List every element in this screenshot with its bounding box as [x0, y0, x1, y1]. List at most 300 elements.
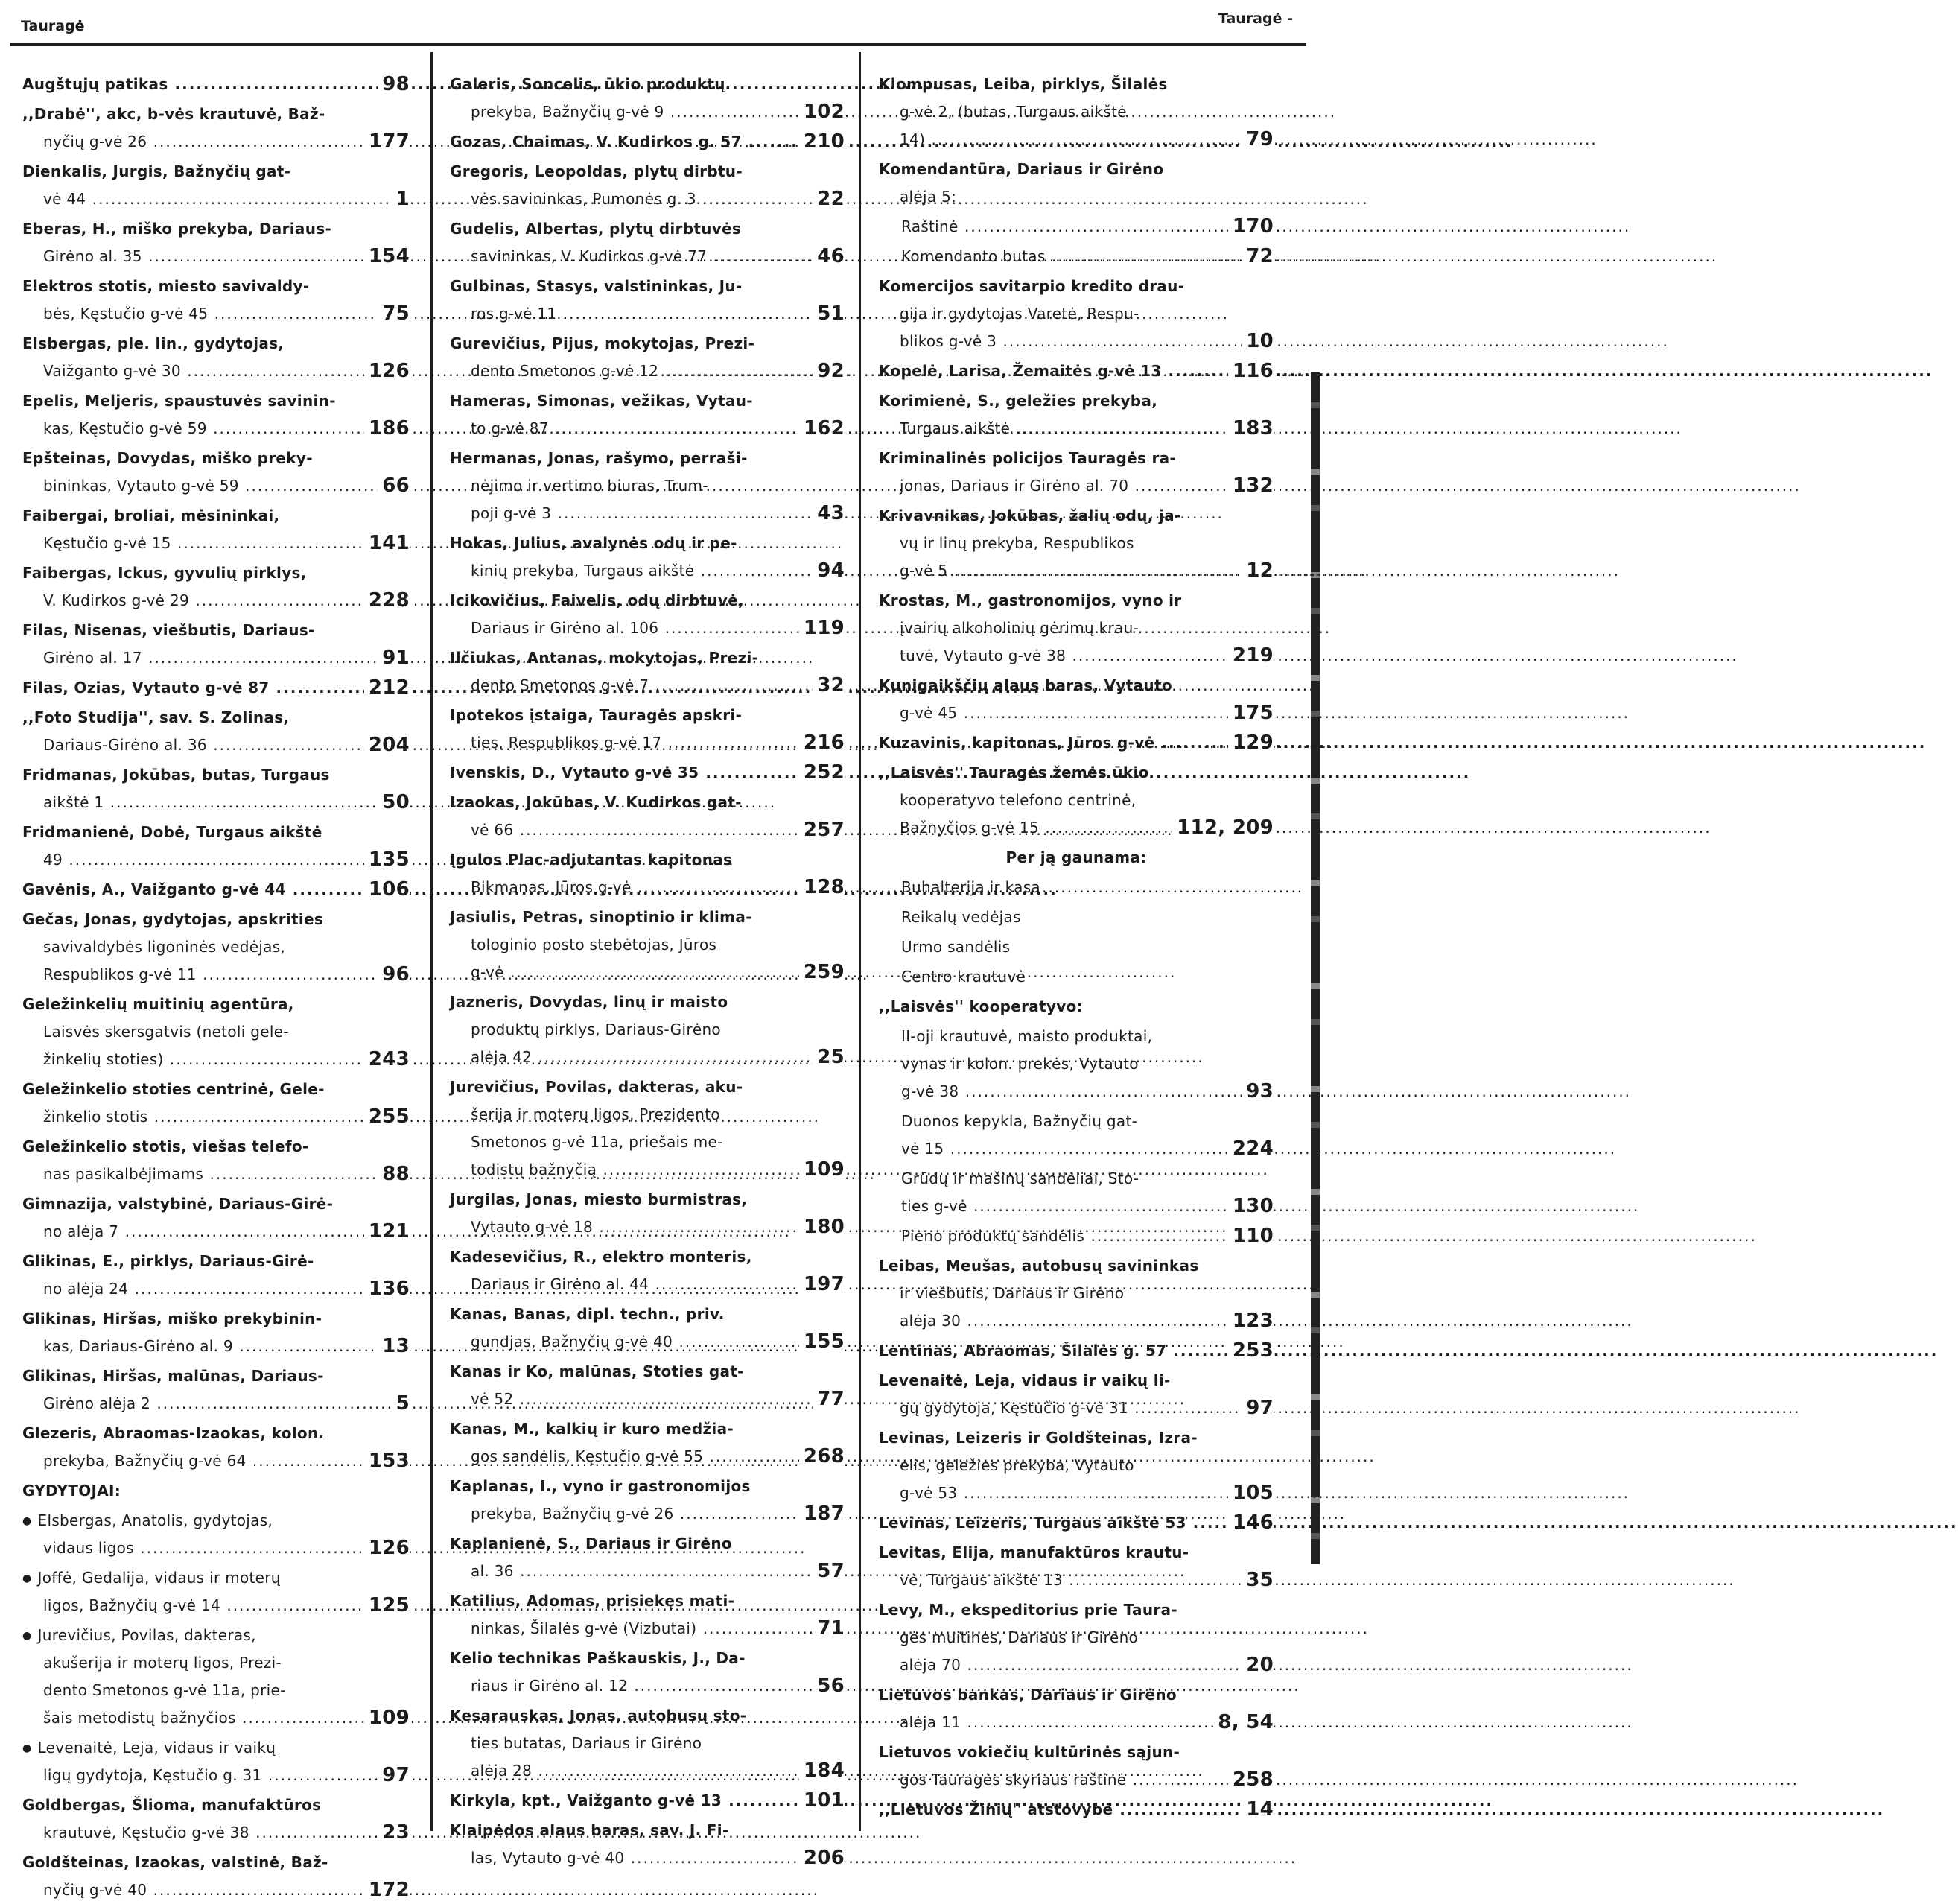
entry-text: Dienkalis, Jurgis, Bažnyčių gat- — [22, 162, 291, 180]
directory-entry — [450, 1301, 845, 1356]
phone-number: 126 — [364, 358, 410, 385]
entry-text: Krostas, M., gastronomijos, vyno ir — [879, 591, 1182, 609]
entry-text: Ilčiukas, Antanas, mokytojas, Prezi- — [450, 649, 759, 667]
directory-entry — [879, 156, 1274, 211]
phone-number: 71 — [813, 1615, 845, 1643]
entry-text: ● Elsbergas, Anatolis, gydytojas, — [22, 1507, 273, 1537]
entry-line — [22, 704, 410, 732]
entry-line — [879, 1766, 1274, 1794]
entry-text: Dariaus-Girėno al. 36 ..... — [43, 732, 879, 759]
entry-text: elis, geležies prekyba, Vytauto — [900, 1456, 1134, 1474]
entry-line — [879, 1709, 1274, 1736]
entry-text: GYDYTOJAI: — [22, 1482, 121, 1500]
entry-text: Fridmanienė, Dobė, Turgaus aikštė — [22, 823, 322, 841]
entry-text: ninkas, Šilalės g-vė (Vizbutai) ..... — [471, 1615, 1369, 1643]
entry-text: Levinas, Leizeris ir Goldšteinas, Izra- — [879, 1429, 1198, 1447]
directory-entry — [450, 789, 845, 844]
entry-line — [450, 904, 845, 931]
entry-line — [879, 1394, 1274, 1422]
entry-text: ● Jurevičius, Povilas, dakteras, — [22, 1622, 256, 1651]
entry-line — [879, 1452, 1274, 1479]
phone-number: 25 — [813, 1044, 845, 1071]
entry-text: Gurevičius, Pijus, mokytojas, Prezi- — [450, 334, 755, 352]
entry-text: Bažnyčios g-vė 15 ..... — [900, 814, 1711, 842]
entry-text: Pieno produktų sandėlis ..... — [901, 1222, 1757, 1250]
phone-number: 22 — [813, 185, 845, 213]
phone-number: 252 — [799, 759, 845, 787]
entry-line — [22, 1190, 410, 1218]
entry-line — [450, 1757, 845, 1785]
phone-number: 13 — [378, 1333, 410, 1360]
directory-entry — [450, 1787, 845, 1815]
directory-entry — [879, 933, 1274, 961]
directory-entry — [450, 1415, 845, 1470]
entry-line — [22, 1248, 410, 1275]
entry-text: Kuzavinis, kapitonas, Jūros g-vė ..... — [879, 729, 1926, 757]
entry-line — [879, 415, 1274, 442]
entry-text: nyčių g-vė 26 ..... — [43, 128, 819, 156]
entry-line — [450, 500, 845, 527]
entry-text: ir viešbutis, Dariaus ir Girėno — [900, 1284, 1125, 1302]
entry-line — [22, 761, 410, 789]
entry-text: riaus ir Girėno al. 12 ..... — [471, 1672, 1300, 1700]
entry-line — [22, 1133, 410, 1161]
entry-text: Epšteinas, Dovydas, miško preky- — [22, 449, 313, 467]
directory-entry — [450, 445, 845, 527]
directory-entry — [450, 1186, 845, 1241]
entry-text: Gimnazija, valstybinė, Dariaus-Girė- — [22, 1195, 334, 1213]
entry-text: ties g-vė ..... — [901, 1193, 1639, 1220]
directory-entry — [22, 387, 410, 442]
entry-line — [22, 1447, 410, 1475]
entry-line — [879, 904, 1274, 931]
entry-text: tuvė, Vytauto g-vė 38 ..... — [900, 642, 1738, 670]
entry-line — [450, 158, 845, 185]
phone-number: 126 — [364, 1535, 410, 1562]
entry-text: dento Smetonos g-vė 12 ..... — [471, 358, 1331, 385]
phone-number: 204 — [364, 732, 410, 759]
entry-text: V. Kudirkos g-vė 29 ..... — [43, 587, 862, 615]
entry-text: Vytauto g-vė 18 ..... — [471, 1213, 1265, 1241]
directory-entry — [879, 1424, 1274, 1507]
entry-line — [22, 933, 410, 961]
entry-line — [879, 1108, 1274, 1135]
entry-line — [879, 1479, 1274, 1507]
entry-line — [879, 445, 1274, 472]
entry-text: Klompusas, Leiba, pirklys, Šilalės — [879, 75, 1168, 93]
phone-number: 243 — [364, 1046, 410, 1073]
entry-text: ros g-vė 11 ..... — [471, 300, 1229, 328]
entry-line — [879, 672, 1274, 699]
phone-number: 155 — [799, 1328, 845, 1356]
directory-entry — [450, 644, 845, 699]
entry-line — [450, 1500, 845, 1528]
phone-number: 130 — [1228, 1193, 1274, 1220]
phone-number: 1 — [392, 185, 410, 213]
directory-entry — [450, 71, 845, 126]
entry-text: g-vė 53 ..... — [900, 1479, 1630, 1507]
phone-number: 32 — [813, 672, 845, 699]
entry-text: ,,Drabė'', akc, b-vės krautuvė, Baž- — [22, 105, 325, 123]
entry-line — [22, 559, 410, 587]
entry-text: savivaldybės ligoninės vedėjas, — [43, 938, 286, 956]
phone-number: 88 — [378, 1161, 410, 1188]
directory-entry — [22, 330, 410, 385]
entry-text: to g-vė 87 ..... — [471, 415, 1221, 442]
entry-text: Faibergas, Ickus, gyvulių pirklys, — [22, 564, 307, 582]
entry-line — [450, 1044, 845, 1071]
entry-line — [450, 1672, 845, 1700]
phone-number: 253 — [1228, 1337, 1274, 1365]
entry-line — [22, 530, 410, 557]
entry-text: Glezeris, Abraomas-Izaokas, kolon. — [22, 1424, 325, 1442]
entry-line — [22, 387, 410, 415]
entry-line — [450, 1243, 845, 1271]
directory-entry — [450, 904, 845, 986]
directory-entry — [22, 1792, 410, 1847]
entry-text: vė 66 ..... — [471, 816, 1186, 844]
entry-text: Raštinė ..... — [901, 213, 1630, 241]
entry-text: Izaokas, Jokūbas, V. Kudirkos gat- — [450, 793, 742, 811]
entry-text: Geležinkelio stotis, viešas telefo- — [22, 1137, 309, 1155]
directory-entry — [22, 1133, 410, 1188]
phone-number: 187 — [799, 1500, 845, 1528]
entry-text: Įgulos Plac-adjutantas kapitonas — [450, 851, 733, 869]
phone-number: 109 — [364, 1704, 410, 1732]
entry-line — [450, 1301, 845, 1328]
phone-number: 175 — [1228, 699, 1274, 727]
entry-line — [450, 1844, 845, 1872]
phone-number: 8, 54 — [1213, 1709, 1274, 1736]
directory-entry — [450, 1587, 845, 1643]
entry-line — [450, 445, 845, 472]
entry-text: Levitas, Elija, manufaktūros krautu- — [879, 1543, 1189, 1561]
directory-entry — [879, 874, 1274, 901]
directory-entry — [879, 1023, 1274, 1105]
phone-number: 57 — [813, 1558, 845, 1585]
entry-line — [22, 876, 410, 904]
entry-text: Ipotekos įstaiga, Tauragės apskri- — [450, 706, 743, 724]
entry-line — [22, 1849, 410, 1876]
entry-text: Epelis, Meljeris, spaustuvės savinin- — [22, 392, 336, 410]
entry-text: Gozas, Chaimas, V. Kudirkos g. 57 ..... — [450, 128, 1513, 156]
directory-entry — [22, 1507, 410, 1562]
entry-text: poji g-vė 3 ..... — [471, 500, 1224, 527]
directory-entry — [22, 1190, 410, 1245]
entry-text: Kunigaikščių alaus baras, Vytauto — [879, 676, 1172, 694]
entry-text: ,,Laisvės'' Tauragės žemės ūkio — [879, 764, 1149, 781]
entry-line — [450, 273, 845, 300]
entry-line — [22, 1507, 410, 1535]
phone-number: 121 — [364, 1218, 410, 1245]
entry-line — [879, 1222, 1274, 1250]
directory-entry — [22, 1076, 410, 1131]
entry-text: Gudelis, Albertas, plytų dirbtuvės — [450, 220, 742, 238]
phone-number: 183 — [1228, 415, 1274, 442]
entry-text: Kanas ir Ko, malūnas, Stoties gat- — [450, 1362, 744, 1380]
entry-text: Filas, Nisenas, viešbutis, Dariaus- — [22, 621, 315, 639]
phone-number: 268 — [799, 1443, 845, 1470]
entry-line — [450, 1016, 845, 1044]
phone-number: 216 — [799, 729, 845, 757]
entry-text: vų ir linų prekyba, Respublikos — [900, 534, 1134, 552]
phone-number: 180 — [799, 1213, 845, 1241]
entry-line — [22, 1305, 410, 1333]
entry-line — [22, 1734, 410, 1762]
entry-text: Elektros stotis, miesto savivaldy- — [22, 277, 310, 295]
phone-number: 92 — [813, 358, 845, 385]
entry-line — [450, 185, 845, 213]
phone-number: 43 — [813, 500, 845, 527]
entry-text: Jurevičius, Povilas, dakteras, aku- — [450, 1078, 743, 1096]
entry-text: al. 36 ..... — [471, 1558, 1186, 1585]
directory-entry — [22, 761, 410, 816]
entry-line — [22, 128, 410, 156]
entry-text: Jasiulis, Petras, sinoptinio ir klima- — [450, 908, 752, 926]
entry-text: įvairių alkoholinių gėrimų krau- — [900, 619, 1139, 637]
entry-line — [879, 156, 1274, 183]
entry-text: Bikmanas, Jūros g-vė ..... — [471, 874, 1303, 901]
entry-text: prekyba, Bažnyčių g-vė 9 ..... — [471, 98, 1336, 126]
entry-text: g-vė ..... — [471, 959, 1176, 986]
entry-text: kooperatyvo telefono centrinė, — [900, 791, 1137, 809]
entry-text: Filas, Ozias, Vytauto g-vė 87 ..... — [22, 674, 1041, 702]
entry-text: ,,Laisvės'' kooperatyvo: — [879, 997, 1083, 1015]
entry-line — [879, 71, 1274, 98]
entry-line — [450, 1587, 845, 1615]
directory-column-3 — [879, 71, 1274, 1832]
entry-line — [879, 729, 1274, 757]
phone-number: 184 — [799, 1757, 845, 1785]
entry-line — [879, 844, 1274, 872]
entry-text: vės savininkas, Pumonės g. 3 ..... — [471, 185, 1369, 213]
phone-number: 219 — [1228, 642, 1274, 670]
phone-number: 197 — [799, 1271, 845, 1298]
entry-line — [450, 358, 845, 385]
entry-line — [22, 1622, 410, 1649]
entry-text: jonas, Dariaus ir Girėno al. 70 ..... — [900, 472, 1801, 500]
entry-line — [879, 1307, 1274, 1335]
entry-line — [879, 1280, 1274, 1307]
entry-line — [450, 98, 845, 126]
entry-text: Levenaitė, Leja, vidaus ir vaikų li- — [879, 1371, 1171, 1389]
entry-text: vė, Turgaus aikštė 13 ..... — [900, 1567, 1735, 1594]
entry-line — [879, 1539, 1274, 1567]
entry-text: Glikinas, E., pirklys, Dariaus-Girė- — [22, 1252, 314, 1270]
directory-entry — [879, 1539, 1274, 1594]
entry-line — [450, 1101, 845, 1129]
directory-entry — [879, 963, 1274, 991]
entry-line — [450, 243, 845, 270]
entry-line — [879, 1078, 1274, 1105]
entry-line — [22, 644, 410, 672]
entry-text: ties, Respublikos g-vė 17 ..... — [471, 729, 1334, 757]
entry-line — [879, 1739, 1274, 1766]
directory-entry — [450, 1645, 845, 1700]
directory-column-2 — [450, 71, 845, 1869]
entry-line — [22, 445, 410, 472]
entry-text: Eberas, H., miško prekyba, Dariaus- — [22, 220, 332, 238]
entry-line — [879, 1050, 1274, 1078]
entry-line — [22, 101, 410, 128]
directory-entry — [22, 1622, 410, 1732]
entry-text: akušerija ir moterų ligos, Prezi- — [43, 1654, 282, 1672]
directory-entry — [450, 330, 845, 385]
entry-text: Kaplanienė, S., Dariaus ir Girėno — [450, 1535, 732, 1552]
entry-line — [22, 732, 410, 759]
entry-text: Buhalterija ir kasa — [901, 878, 1040, 896]
directory-column-1 — [22, 71, 410, 1901]
directory-entry — [879, 387, 1274, 442]
phone-number: 135 — [364, 846, 410, 874]
directory-entry — [22, 158, 410, 213]
entry-text: vė 44 ..... — [43, 185, 758, 213]
entry-line — [879, 1424, 1274, 1452]
entry-line — [22, 1420, 410, 1447]
entry-line — [450, 330, 845, 358]
phone-number: 91 — [378, 644, 410, 672]
entry-text: produktų pirklys, Dariaus-Girėno — [471, 1021, 721, 1038]
directory-entry — [450, 158, 845, 213]
entry-line — [450, 1702, 845, 1730]
phone-number: 98 — [378, 71, 410, 98]
entry-line — [450, 789, 845, 816]
entry-text: Hokas, Julius, avalynės odų ir pe- — [450, 534, 737, 552]
phone-number: 96 — [378, 961, 410, 989]
directory-entry — [22, 617, 410, 672]
entry-text: Katilius, Adomas, prisiekęs mati- — [450, 1592, 735, 1610]
entry-text: Gečas, Jonas, gydytojas, apskrities — [22, 910, 324, 928]
entry-line — [22, 991, 410, 1018]
entry-line — [22, 906, 410, 933]
directory-entry — [879, 445, 1274, 500]
entry-text: ● Joffė, Gedalija, vidaus ir moterų — [22, 1564, 281, 1594]
entry-text: Dariaus ir Girėno al. 44 ..... — [471, 1271, 1321, 1298]
entry-line — [879, 699, 1274, 727]
phone-number: 258 — [1228, 1766, 1274, 1794]
entry-line — [879, 874, 1274, 901]
entry-text: Levinas, Leizeris, Turgaus aikštė 53 ..... — [879, 1509, 1958, 1537]
entry-text: nyčių g-vė 40 ..... — [43, 1876, 819, 1904]
entry-line — [450, 1645, 845, 1672]
entry-text: Elsbergas, ple. lin., gydytojas, — [22, 334, 285, 352]
phone-number: 141 — [364, 530, 410, 557]
phone-number: 172 — [364, 1876, 410, 1904]
entry-text: Goldbergas, Šlioma, manufaktūros — [22, 1796, 322, 1814]
entry-line — [22, 300, 410, 328]
entry-text: Urmo sandėlis — [901, 938, 1011, 956]
entry-text: vidaus ligos ..... — [43, 1535, 806, 1562]
entry-text: Gulbinas, Stasys, valstininkas, Ju- — [450, 277, 743, 295]
directory-entry — [450, 387, 845, 442]
directory-entry — [879, 1165, 1274, 1220]
entry-text: Augštųjų patikas ..... — [22, 71, 939, 98]
entry-line — [22, 1649, 410, 1677]
directory-entry — [879, 358, 1274, 385]
entry-line — [22, 587, 410, 615]
phone-number: 162 — [799, 415, 845, 442]
entry-line — [879, 759, 1274, 787]
directory-entry — [879, 71, 1274, 153]
directory-entry — [879, 1252, 1274, 1335]
phone-number: 123 — [1228, 1307, 1274, 1335]
phone-number: 125 — [364, 1592, 410, 1619]
directory-entry — [879, 1108, 1274, 1163]
entry-line — [22, 961, 410, 989]
entry-text: alėja 11 ..... — [900, 1709, 1633, 1736]
entry-text: Gregoris, Leopoldas, plytų dirbtu- — [450, 162, 743, 180]
entry-line — [22, 215, 410, 243]
phone-number: 23 — [378, 1819, 410, 1847]
entry-line — [879, 472, 1274, 500]
directory-entry — [22, 819, 410, 874]
entry-text: Girėno al. 35 ..... — [43, 243, 814, 270]
entry-text: no alėja 7 ..... — [43, 1218, 791, 1245]
entry-line — [879, 530, 1274, 557]
entry-line — [450, 1415, 845, 1443]
entry-line — [450, 1186, 845, 1213]
entry-text: Ivenskis, D., Vytauto g-vė 35 ..... — [450, 759, 1470, 787]
entry-line — [22, 1161, 410, 1188]
entry-line — [22, 1076, 410, 1103]
entry-line — [450, 587, 845, 615]
entry-text: kas, Dariaus-Girėno al. 9 ..... — [43, 1333, 906, 1360]
entry-line — [450, 702, 845, 729]
entry-line — [450, 644, 845, 672]
header-rule — [10, 43, 1306, 46]
entry-text: kas, Kęstučio g-vė 59 ..... — [43, 415, 879, 442]
entry-line — [22, 674, 410, 702]
entry-line — [22, 1046, 410, 1073]
entry-line — [879, 1367, 1274, 1394]
entry-text: bininkas, Vytauto g-vė 59 ..... — [43, 472, 911, 500]
entry-text: dento Smetonos g-vė 11a, prie- — [43, 1681, 286, 1699]
directory-entry — [22, 1248, 410, 1303]
entry-line — [450, 846, 845, 874]
directory-entry — [22, 1305, 410, 1360]
phone-number: 170 — [1228, 213, 1274, 241]
entry-text: nas pasikalbėjimams ..... — [43, 1161, 876, 1188]
entry-line — [450, 1730, 845, 1757]
entry-text: vynas ir kolon. prekės, Vytauto — [901, 1055, 1139, 1073]
entry-line — [879, 642, 1274, 670]
phone-number: 257 — [799, 816, 845, 844]
entry-line — [879, 993, 1274, 1021]
entry-text: prekyba, Bažnyčių g-vė 64 ..... — [43, 1447, 918, 1475]
entry-text: gės muitinės, Dariaus ir Girėno — [900, 1628, 1139, 1646]
phone-number: 128 — [799, 874, 845, 901]
entry-text: tologinio posto stebėtojas, Jūros — [471, 936, 717, 953]
entry-line — [22, 502, 410, 530]
entry-line — [879, 557, 1274, 585]
entry-line — [450, 1156, 845, 1184]
directory-entry — [879, 844, 1274, 872]
entry-line — [879, 1624, 1274, 1651]
entry-text: aikštė 1 ..... — [43, 789, 776, 816]
entry-text: ligų gydytoja, Kęstučio g. 31 ..... — [43, 1762, 934, 1789]
entry-text: g-vė 5 ..... — [900, 557, 1620, 585]
entry-line — [450, 1615, 845, 1643]
entry-text: Lentinas, Abraomas, Šilalės g. 57 ..... — [879, 1337, 1938, 1365]
entry-text: Kirkyla, kpt., Vaižganto g-vė 13 ..... — [450, 1787, 1493, 1815]
entry-line — [22, 1704, 410, 1732]
phone-number: 212 — [364, 674, 410, 702]
entry-line — [879, 126, 1274, 153]
directory-entry — [22, 273, 410, 328]
entry-line — [22, 185, 410, 213]
entry-line — [879, 98, 1274, 126]
phone-number: 112, 209 — [1172, 814, 1274, 842]
